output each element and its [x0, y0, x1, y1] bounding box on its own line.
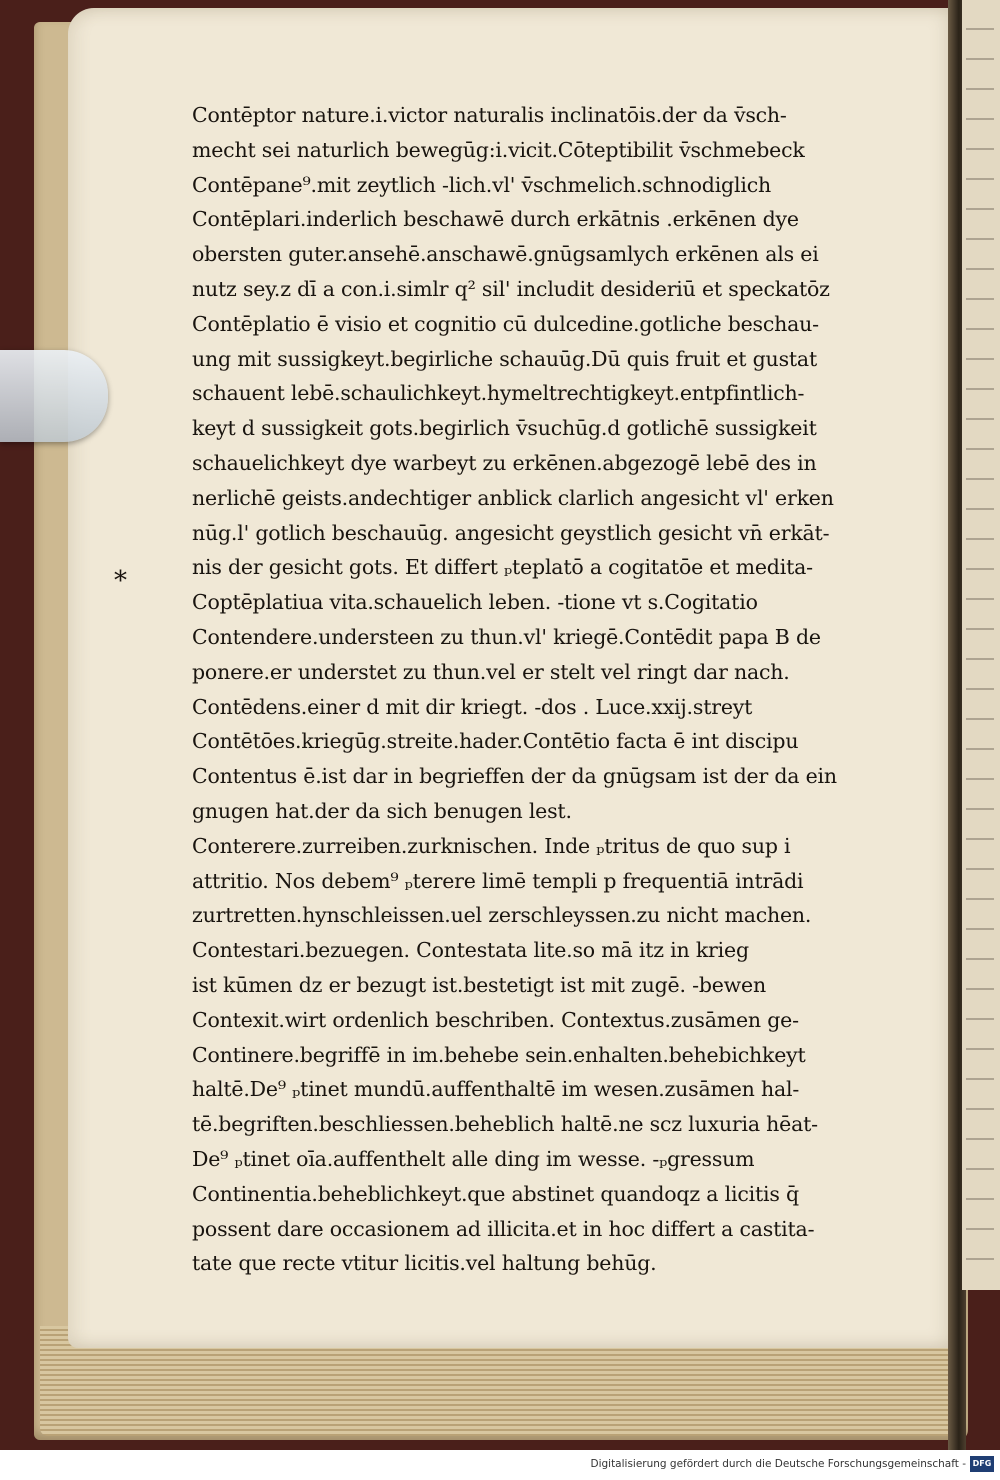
text-line: nūg.l' gotlich beschauūg. angesicht geystlich gesicht vn̄ erkāt- — [192, 520, 830, 545]
text-line: Contendere.understeen zu thun.vl' kriegē.Contēdit papa B de — [192, 624, 821, 649]
text-line: tate que recte vtitur licitis.vel haltung behūg. — [192, 1251, 657, 1276]
text-line: gnugen hat.der da sich benugen lest. — [192, 798, 572, 823]
text-line: Contēpane⁹.mit zeytlich -lich.vl' v̄schmelich.schnodiglich — [192, 172, 771, 197]
text-line: nerlichē geists.andechtiger anblick clarlich angesicht vl' erken — [192, 485, 834, 510]
dfg-logo: DFG — [970, 1456, 994, 1472]
text-line: Contēdens.einer d mit dir kriegt. -dos . Luce.xxij.streyt — [192, 694, 753, 719]
text-line: obersten guter.ansehē.anschawē.gnūgsamlych erkēnen als ei — [192, 242, 819, 267]
text-line: haltē.De⁹ ₚtinet mundū.auffenthaltē im wesen.zusāmen hal- — [192, 1077, 800, 1102]
text-block — [192, 98, 882, 1281]
text-line: De⁹ ₚtinet oīa.auffenthelt alle ding im wesse. -ₚgressum — [192, 1146, 755, 1171]
text-line: Contēplatio ē visio et cognitio cū dulcedine.gotliche beschau- — [192, 311, 819, 336]
footer-text: Digitalisierung gefördert durch die Deutsche Forschungsgemeinschaft - — [590, 1458, 966, 1470]
text-line: Continentia.beheblichkeyt.que abstinet quandoqz a licitis q̄ — [192, 1181, 799, 1206]
text-line: mecht sei naturlich bewegūg:i.vicit.Cōteptibilit v̄schmebeck — [192, 137, 805, 162]
text-line: Contestari.bezuegen. Contestata lite.so mā itz in krieg — [192, 938, 749, 963]
text-line: Contexit.wirt ordenlich beschriben. Contextus.zusāmen ge- — [192, 1007, 799, 1032]
text-line: Conterere.zurreiben.zurknischen. Inde ₚtritus de quo sup i — [192, 833, 791, 858]
text-line: Contentus ē.ist dar in begrieffen der da gnūgsam ist der da ein — [192, 764, 837, 789]
text-line: ponere.er understet zu thun.vel er stelt vel ringt dar nach. — [192, 659, 790, 684]
text-line: Continere.begriffē in im.behebe sein.enhalten.behebichkeyt — [192, 1042, 806, 1067]
text-line: Coptēplatiua vita.schauelich leben. -tione vt s.Cogitatio — [192, 590, 758, 615]
text-line: zurtretten.hynschleissen.uel zerschleyssen.zu nicht machen. — [192, 903, 812, 928]
text-line: nutz sey.z dī a con.i.simlr q² sil' includit desideriū et speckatōz — [192, 276, 830, 301]
text-line: tē.begriften.beschliessen.beheblich haltē.ne scz luxuria hēat- — [192, 1112, 818, 1137]
text-line: schauent lebē.schaulichkeyt.hymeltrechtigkeyt.entpfintlich- — [192, 381, 805, 406]
text-line: schauelichkeyt dye warbeyt zu erkēnen.abgezogē lebē des in — [192, 450, 817, 475]
text-line: Contēptor nature.i.victor naturalis inclinatōis.der da v̄sch- — [192, 103, 787, 127]
text-line: Contēplari.inderlich beschawē durch erkātnis .erkēnen dye — [192, 207, 799, 232]
footer — [0, 1450, 1000, 1480]
text-line: Contētōes.kriegūg.streite.hader.Contētio facta ē int discipu — [192, 729, 799, 754]
bookmark-clip — [0, 350, 108, 442]
text-line: nis der gesicht gots. Et differt ₚteplatō a cogitatōe et medita- — [192, 555, 813, 580]
margin-mark: ⁎ — [114, 558, 127, 588]
text-line: ist kūmen dz er bezugt ist.bestetigt ist mit zugē. -bewen — [192, 972, 766, 997]
facing-page — [962, 0, 1000, 1290]
text-line: ung mit sussigkeyt.begirliche schauūg.Dū quis fruit et gustat — [192, 346, 817, 371]
text-line: possent dare occasionem ad illicita.et in hoc differt a castita- — [192, 1216, 815, 1241]
text-line: keyt d sussigkeit gots.begirlich v̄suchūg.d gotlichē sussigkeit — [192, 416, 817, 441]
text-line: attritio. Nos debem⁹ ₚterere limē templi p frequentiā intrādi — [192, 868, 804, 893]
